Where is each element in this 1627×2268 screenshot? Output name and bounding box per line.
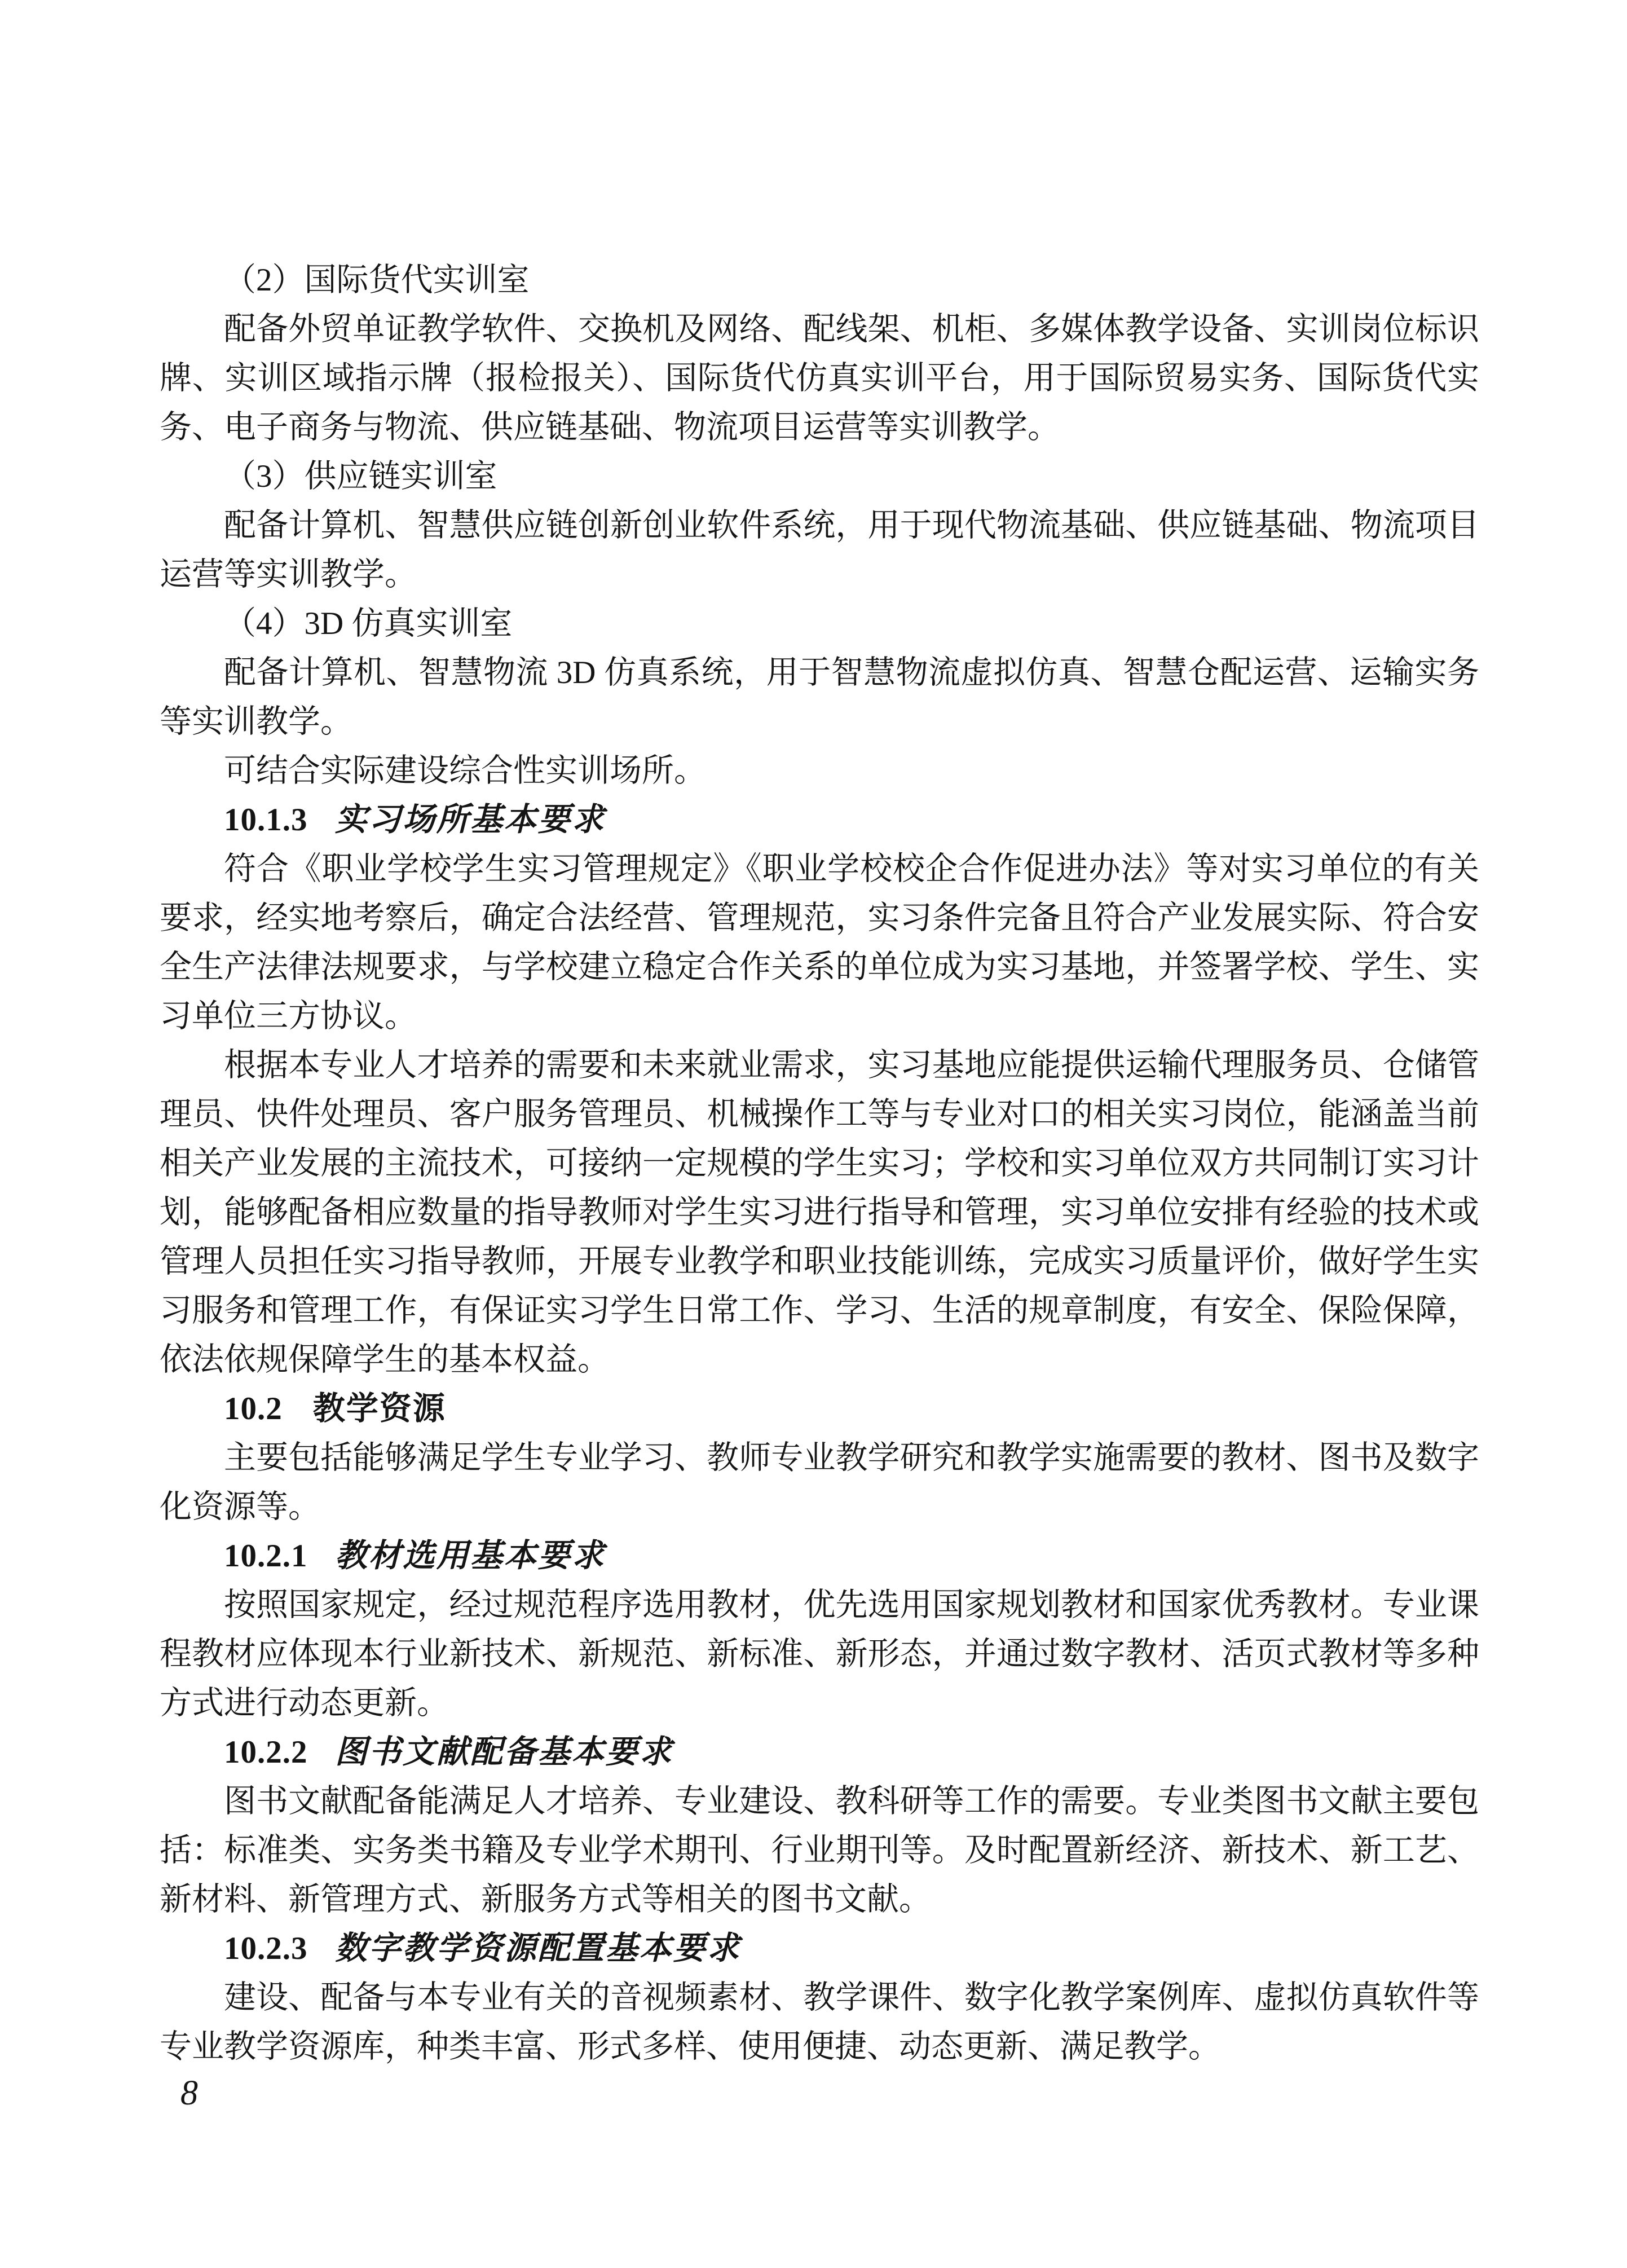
- subsection-heading-10-2-3: [160, 1924, 1479, 1973]
- paragraph-comprehensive-training-note: 可结合实际建设综合性实训场所。: [224, 753, 706, 789]
- heading-number: 10.2: [224, 1391, 283, 1426]
- heading-number: 10.2.3: [224, 1931, 308, 1966]
- heading-number: 10.2.1: [224, 1538, 308, 1574]
- heading-number: 10.1.3: [224, 802, 308, 838]
- paragraph-teaching-resources-intro: 主要包括能够满足学生专业学习、教师专业教学研究和教学实施需要的教材、图书及数字化资源等。: [160, 1440, 1479, 1525]
- subsection-heading-10-2-1: [160, 1531, 1479, 1580]
- list-item-training-room-3: （3）供应链实训室: [224, 459, 497, 494]
- paragraph-training-room-3-detail: 配备计算机、智慧供应链创新创业软件系统，用于现代物流基础、供应链基础、物流项目运营等实训教学。: [160, 508, 1479, 592]
- heading-title: 教学资源: [312, 1391, 446, 1426]
- heading-title: 教材选用基本要求: [334, 1538, 606, 1574]
- subsection-heading-10-1-3: [160, 795, 1479, 844]
- paragraph-library-literature: 图书文献配备能满足人才培养、专业建设、教科研等工作的需要。专业类图书文献主要包括：标准类、实务类书籍及专业学术期刊、行业期刊等。及时配置新经济、新技术、新工艺、新材料、新管理方式、新服务方式等相关的图书文献。: [160, 1783, 1479, 1917]
- paragraph-digital-resources: 建设、配备与本专业有关的音视频素材、教学课件、数字化教学案例库、虚拟仿真软件等专业教学资源库，种类丰富、形式多样、使用便捷、动态更新、满足教学。: [160, 1980, 1479, 2064]
- heading-title: 数字教学资源配置基本要求: [334, 1931, 741, 1966]
- paragraph-textbook-selection: 按照国家规定，经过规范程序选用教材，优先选用国家规划教材和国家优秀教材。专业课程教材应体现本行业新技术、新规范、新标准、新形态，并通过数字教材、活页式教材等多种方式进行动态更新。: [160, 1587, 1479, 1721]
- document-body: [160, 256, 1479, 2071]
- paragraph-training-room-2-detail: 配备外贸单证教学软件、交换机及网络、配线架、机柜、多媒体教学设备、实训岗位标识牌、实训区域指示牌（报检报关）、国际货代仿真实训平台，用于国际贸易实务、国际货代实务、电子商务与物流、供应链基础、物流项目运营等实训教学。: [160, 311, 1479, 445]
- page-number: 8: [180, 2074, 198, 2112]
- subsection-heading-10-2-2: [160, 1728, 1479, 1777]
- list-item-training-room-4: （4）3D 仿真实训室: [224, 606, 513, 641]
- section-heading-10-2: [160, 1384, 1479, 1433]
- heading-title: 图书文献配备基本要求: [334, 1734, 673, 1770]
- paragraph-internship-unit-requirements: 符合《职业学校学生实习管理规定》《职业学校校企合作促进办法》等对实习单位的有关要求，经实地考察后，确定合法经营、管理规范，实习条件完备且符合产业发展实际、符合安全生产法律法规要求，与学校建立稳定合作关系的单位成为实习基地，并签署学校、学生、实习单位三方协议。: [160, 851, 1479, 1034]
- heading-number: 10.2.2: [224, 1734, 308, 1770]
- paragraph-internship-base-details: 根据本专业人才培养的需要和未来就业需求，实习基地应能提供运输代理服务员、仓储管理员、快件处理员、客户服务管理员、机械操作工等与专业对口的相关实习岗位，能涵盖当前相关产业发展的主流技术，可接纳一定规模的学生实习；学校和实习单位双方共同制订实习计划，能够配备相应数量的指导教师对学生实习进行指导和管理，实习单位安排有经验的技术或管理人员担任实习指导教师，开展专业教学和职业技能训练，完成实习质量评价，做好学生实习服务和管理工作，有保证实习学生日常工作、学习、生活的规章制度，有安全、保险保障，依法依规保障学生的基本权益。: [160, 1047, 1479, 1377]
- heading-title: 实习场所基本要求: [334, 802, 606, 838]
- list-item-training-room-2: （2）国际货代实训室: [224, 262, 530, 298]
- paragraph-training-room-4-detail: 配备计算机、智慧物流 3D 仿真系统，用于智慧物流虚拟仿真、智慧仓配运营、运输实务等实训教学。: [160, 655, 1479, 739]
